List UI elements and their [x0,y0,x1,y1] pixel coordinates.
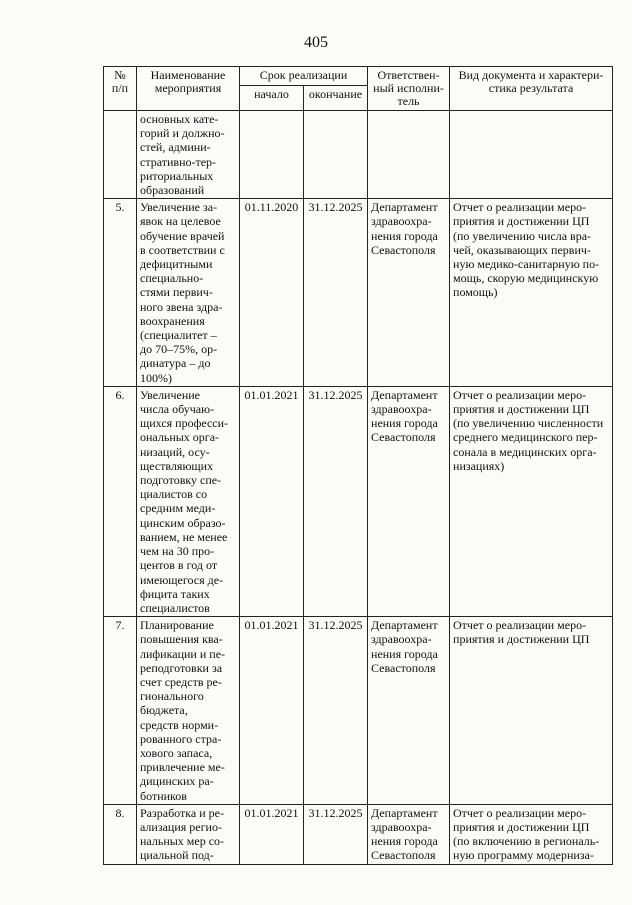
start-date: 01.01.2021 [240,804,304,864]
measure-name: основных кате- горий и должно- стей, админи- стративно-тер- риториальных образований [137,111,240,199]
row-number: 8. [104,804,137,864]
row-number: 6. [104,386,137,616]
table-header [104,67,613,111]
table-row [104,617,613,805]
measure-name: Планирование повышения ква- лификации и пе- реподготовки за счет средств ре- гионального бюджета, средств норми- рованного стра- хового запаса, привлечение ме- дицинских ра- ботников [137,617,240,805]
row-number: 5. [104,199,137,387]
result-description [450,111,613,199]
result-description: Отчет о реализации меро- приятия и достижении ЦП (по включению в региональ- ную программу модерниза- [450,804,613,864]
header-responsible: Ответствен- ный исполни- тель [368,67,450,111]
row-number: 7. [104,617,137,805]
end-date: 31.12.2025 [304,804,368,864]
measure-name: Увеличение за- явок на целевое обучение врачей в соответствии с дефицитными специально- стями первич- ного звена здра- воохранения (специалитет – до 70–75%, ор- динатура – до 100%) [137,199,240,387]
header-number: № п/п [104,67,137,111]
end-date: 31.12.2025 [304,199,368,387]
table-row [104,199,613,387]
page-number: 405 [304,34,328,51]
table-row [104,804,613,864]
responsible-party: Департамент здравоохра- нения города Севастополя [368,804,450,864]
responsible-party: Департамент здравоохра- нения города Севастополя [368,386,450,616]
measure-name: Увеличение числа обучаю- щихся професси- ональных орга- низаций, осу- ществляющих подготовку спе- циалистов со средним меди- цинским образо- ванием, не менее чем на 30 про- центов в год от имеющегося де- фицита таких специалистов [137,386,240,616]
start-date: 01.01.2021 [240,617,304,805]
header-end: окончание [304,86,368,111]
table-row [104,386,613,616]
header-start: начало [240,86,304,111]
table-body [104,111,613,865]
start-date: 01.11.2020 [240,199,304,387]
result-description: Отчет о реализации меро- приятия и достижении ЦП [450,617,613,805]
responsible-party: Департамент здравоохра- нения города Севастополя [368,199,450,387]
table-row [104,111,613,199]
row-number [104,111,137,199]
measures-table [103,66,613,865]
end-date [304,111,368,199]
start-date [240,111,304,199]
responsible-party [368,111,450,199]
result-description: Отчет о реализации меро- приятия и достижении ЦП (по увеличению числа вра- чей, оказывающих первич- ную медико-санитарную по- мощь, скорую медицинскую помощь) [450,199,613,387]
measure-name: Разработка и ре- ализация регио- нальных мер со- циальной под- [137,804,240,864]
end-date: 31.12.2025 [304,617,368,805]
header-measure-name: Наименование мероприятия [137,67,240,111]
end-date: 31.12.2025 [304,386,368,616]
header-period: Срок реализации [240,67,368,86]
result-description: Отчет о реализации меро- приятия и достижении ЦП (по увеличению численности среднего медицинского пер- сонала в медицинских орга- низациях) [450,386,613,616]
start-date: 01.01.2021 [240,386,304,616]
responsible-party: Департамент здравоохра- нения города Севастополя [368,617,450,805]
header-result: Вид документа и характери- стика результата [450,67,613,111]
